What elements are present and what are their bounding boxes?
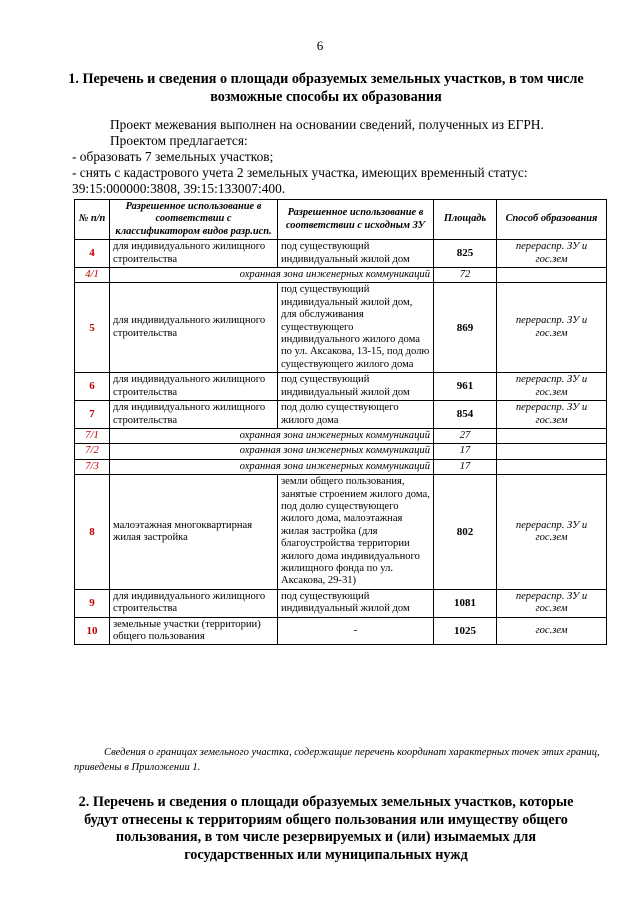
plot-use-source: под существующий индивидуальный жилой дом [278,589,434,617]
plot-use-classifier: земельные участки (территории) общего пользования [110,617,278,645]
plot-number: 4 [75,240,110,268]
plot-area: 854 [434,401,497,429]
plot-number: 10 [75,617,110,645]
zone-method-empty [497,428,607,443]
zone-description: охранная зона инженерных коммуникаций [110,444,434,459]
intro-bullet: - образовать 7 земельных участков; [72,149,274,164]
zone-description: охранная зона инженерных коммуникаций [110,459,434,474]
plot-use-source: под долю существующего жилого дома [278,401,434,429]
table-row [75,283,607,373]
plot-use-source: - [278,617,434,645]
cadastral-numbers: 39:15:000000:3808, 39:15:133007:400. [72,181,286,196]
zone-method-empty [497,444,607,459]
plot-method: гос.зем [497,617,607,645]
header-use-classifier: Разрешенное использование в соответствии с классификатором видов разр.исп. [110,200,278,240]
intro-line: Проектом предлагается: [110,133,248,148]
plot-area: 1081 [434,589,497,617]
plot-method: перераспр. ЗУ и гос.зем [497,475,607,590]
plot-use-classifier: для индивидуального жилищного строительства [110,240,278,268]
plot-method: перераспр. ЗУ и гос.зем [497,401,607,429]
zone-description: охранная зона инженерных коммуникаций [110,268,434,283]
section-2-heading: 2. Перечень и сведения о площади образуемых земельных участков, которые будут отнесены к территориям общего пользования или имуществу общего пользования, в том числе резервируемых и (или) изымаемых для государственных или муниципальных нужд [78,794,574,863]
plot-area: 825 [434,240,497,268]
page-number: 6 [316,38,324,53]
coordinates-note: Сведения о границах земельного участка, содержащие перечень координат характерных точек этих границ, приведены в Приложении 1. [74,747,600,773]
zone-row [75,459,607,474]
zone-number: 4/1 [75,268,110,283]
zone-row [75,444,607,459]
plot-area: 1025 [434,617,497,645]
zone-number: 7/1 [75,428,110,443]
plot-area: 802 [434,475,497,590]
header-area: Площадь [434,200,497,240]
table-header-row [75,200,607,240]
plot-use-classifier: для индивидуального жилищного строительства [110,283,278,373]
plot-number: 6 [75,373,110,401]
intro-bullet: - снять с кадастрового учета 2 земельных участка, имеющих временный статус: [72,165,528,180]
zone-number: 7/2 [75,444,110,459]
plot-use-source: под существующий индивидуальный жилой дом [278,240,434,268]
plot-use-source: земли общего пользования, занятые строением жилого дома, под долю существующего жилого дома, малоэтажная жилая застройка (для благоустройства территории жилого дома индивидуального жилищного фонда по ул. Аксакова, 29-31) [278,475,434,590]
table-row [75,240,607,268]
header-use-source: Разрешенное использование в соответствии с исходным ЗУ [278,200,434,240]
zone-method-empty [497,459,607,474]
header-method: Способ образования [497,200,607,240]
plot-method: перераспр. ЗУ и гос.зем [497,589,607,617]
zone-number: 7/3 [75,459,110,474]
zone-method-empty [497,268,607,283]
plot-method: перераспр. ЗУ и гос.зем [497,373,607,401]
zone-area: 17 [434,444,497,459]
table-row [75,373,607,401]
plot-use-classifier: малоэтажная многоквартирная жилая застройка [110,475,278,590]
plot-number: 9 [75,589,110,617]
section-1-heading: 1. Перечень и сведения о площади образуемых земельных участков, в том числе возможные способы их образования [68,71,584,105]
plot-use-source: под существующий индивидуальный жилой дом [278,373,434,401]
intro-line: Проект межевания выполнен на основании сведений, полученных из ЕГРН. [110,117,544,132]
table-row [75,617,607,645]
zone-row [75,268,607,283]
zone-area: 27 [434,428,497,443]
plot-method: перераспр. ЗУ и гос.зем [497,283,607,373]
table-row [75,401,607,429]
plot-area: 961 [434,373,497,401]
plot-use-classifier: для индивидуального жилищного строительства [110,589,278,617]
header-num: № п/п [75,200,110,240]
zone-description: охранная зона инженерных коммуникаций [110,428,434,443]
plot-method: перераспр. ЗУ и гос.зем [497,240,607,268]
zone-row [75,428,607,443]
table-row [75,589,607,617]
plot-number: 7 [75,401,110,429]
intro-text [72,117,604,197]
zone-area: 17 [434,459,497,474]
plot-number: 8 [75,475,110,590]
zone-area: 72 [434,268,497,283]
table-row [75,475,607,590]
plot-use-classifier: для индивидуального жилищного строительства [110,373,278,401]
plot-area: 869 [434,283,497,373]
plot-use-classifier: для индивидуального жилищного строительства [110,401,278,429]
plot-number: 5 [75,283,110,373]
plot-use-source: под существующий индивидуальный жилой дом, для обслуживания существующего индивидуального жилого дома по ул. Аксакова, 13-15, под долю существующего жилого дома [278,283,434,373]
land-plots-table [74,199,607,645]
